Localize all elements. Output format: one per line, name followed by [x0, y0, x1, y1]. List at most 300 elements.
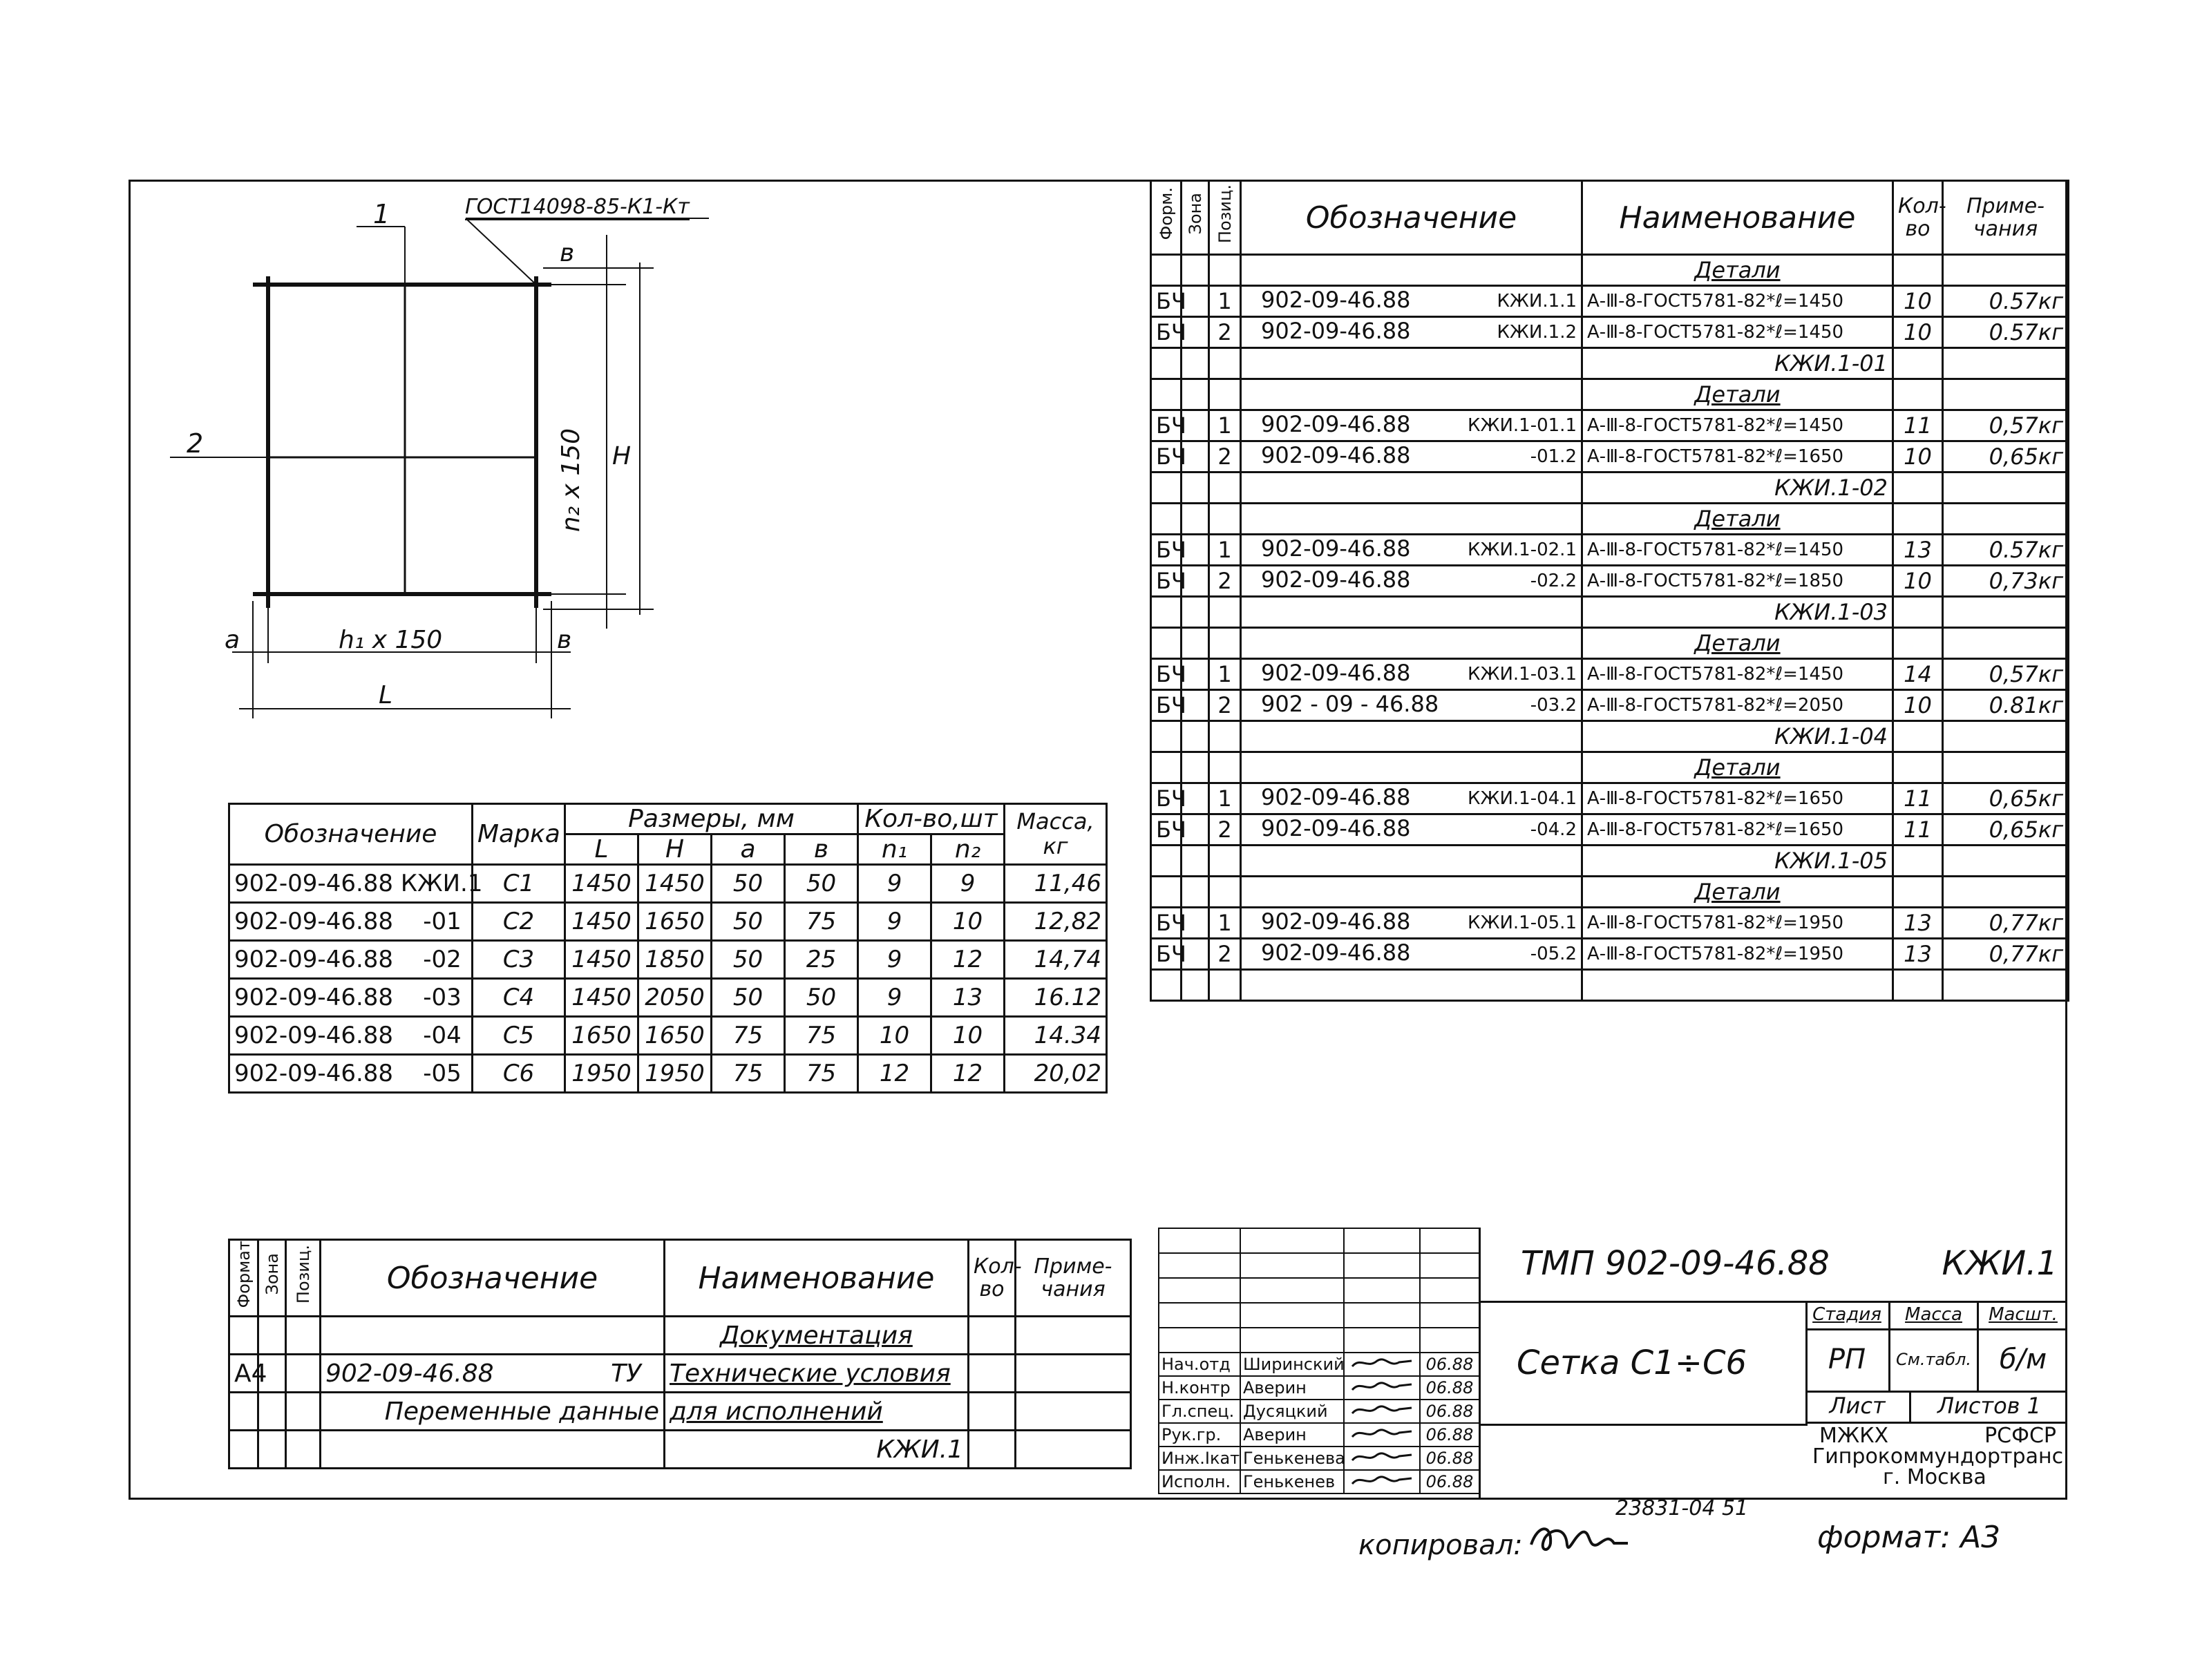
docs-header-format: Формат — [234, 1241, 254, 1308]
spec-designation — [1241, 317, 1582, 348]
spec-designation — [1241, 379, 1582, 410]
spec-section-title: Детали — [1582, 379, 1893, 410]
stamp-role: Инж.Iкат — [1159, 1447, 1240, 1470]
params-a: 75 — [712, 1017, 785, 1055]
spec-group-title: КЖИ.1-04 — [1582, 721, 1893, 752]
spec-designation-number: 902-09-46.88 — [1261, 784, 1411, 810]
spec-format — [1151, 752, 1182, 783]
spec-qty — [1893, 846, 1943, 877]
params-n2: 10 — [931, 903, 1005, 941]
spec-format — [1151, 628, 1182, 659]
scale-value: б/м — [1999, 1344, 2047, 1375]
spec-format: БЧ — [1151, 410, 1182, 441]
params-header-a: а — [712, 834, 785, 865]
signature-scribble — [1347, 1424, 1416, 1441]
stamp-role: Н.контр — [1159, 1376, 1240, 1400]
spec-designation-number: 902-09-46.88 — [1261, 660, 1411, 686]
spec-format — [1151, 379, 1182, 410]
spec-pos: 1 — [1209, 659, 1241, 690]
params-n2: 10 — [931, 1017, 1005, 1055]
params-row — [229, 1017, 1107, 1055]
spec-note — [1943, 348, 2069, 379]
spec-row — [1151, 690, 2069, 721]
spec-row — [1151, 410, 2069, 441]
spec-section-title: Детали — [1582, 255, 1893, 286]
spec-note — [1943, 597, 2069, 628]
params-designation: 902-09-46.88 -05 — [229, 1055, 473, 1093]
params-designation: 902-09-46.88 -04 — [229, 1017, 473, 1055]
spec-designation-number: 902-09-46.88 — [1261, 566, 1411, 593]
spec-format: БЧ — [1151, 908, 1182, 939]
spec-designation-code: -02.2 — [1530, 571, 1577, 591]
spec-note — [1943, 846, 2069, 877]
params-H: 1950 — [638, 1055, 712, 1093]
stamp-name: Ширинский — [1240, 1353, 1344, 1376]
spec-designation — [1241, 659, 1582, 690]
spec-pos — [1209, 348, 1241, 379]
doc-code-cell — [1481, 1228, 2067, 1303]
spec-name: А-Ⅲ-8-ГОСТ5781-82*ℓ=1850 — [1582, 566, 1893, 597]
params-header-H: H — [638, 834, 712, 865]
dim-a: а — [225, 626, 240, 654]
spec-empty-cell — [1943, 970, 2069, 1001]
sheet-label: Лист — [1805, 1391, 1911, 1422]
spec-note: 0,77кг — [1943, 908, 2069, 939]
params-designation: 902-09-46.88 -01 — [229, 903, 473, 941]
spec-pos — [1209, 504, 1241, 535]
dim-H: H — [612, 442, 632, 470]
signature-mark — [1344, 1470, 1420, 1493]
signature-mark — [1344, 1400, 1420, 1423]
params-row — [229, 979, 1107, 1017]
spec-designation — [1241, 752, 1582, 783]
spec-qty: 10 — [1893, 286, 1943, 317]
spec-format: БЧ — [1151, 939, 1182, 970]
spec-designation-code: КЖИ.1-05.1 — [1468, 913, 1577, 933]
stage-label: Стадия — [1805, 1301, 1890, 1328]
spec-designation — [1241, 628, 1582, 659]
format-label: формат: А3 — [1817, 1520, 2001, 1555]
spec-designation — [1241, 566, 1582, 597]
params-header-mark: Марка — [473, 804, 565, 865]
spec-note: 0,73кг — [1943, 566, 2069, 597]
spec-pos — [1209, 877, 1241, 908]
spec-designation-code: -04.2 — [1530, 819, 1577, 840]
org-institute: Гипрокоммундортранс — [1812, 1444, 2064, 1469]
params-b: 75 — [785, 1017, 858, 1055]
params-mark: С5 — [473, 1017, 565, 1055]
stamp-role: Исполн. — [1159, 1470, 1240, 1493]
spec-note — [1943, 472, 2069, 504]
spec-format — [1151, 597, 1182, 628]
stamp-empty-row — [1159, 1228, 1479, 1253]
parameters-table — [228, 803, 1108, 1094]
stamp-empty-cell — [1344, 1253, 1420, 1278]
params-H: 1450 — [638, 865, 712, 903]
spec-note — [1943, 752, 2069, 783]
stamp-name: Генькенева — [1240, 1447, 1344, 1470]
stamp-empty-row — [1159, 1328, 1479, 1353]
params-mark: С1 — [473, 865, 565, 903]
params-n1: 12 — [858, 1055, 931, 1093]
params-a: 50 — [712, 903, 785, 941]
spec-designation-number: 902-09-46.88 — [1261, 411, 1411, 437]
params-header-mass: Масса, кг — [1005, 804, 1107, 865]
spec-zone — [1182, 721, 1209, 752]
params-L: 1450 — [565, 941, 638, 979]
spec-header-zone: Зона — [1185, 193, 1205, 235]
docs-header-qty: Кол-во — [969, 1240, 1016, 1317]
spec-note — [1943, 628, 2069, 659]
spec-empty-cell — [1209, 970, 1241, 1001]
params-header-n2: n₂ — [931, 834, 1005, 865]
specification-table — [1150, 180, 2069, 1002]
stamp-person-row — [1159, 1423, 1479, 1447]
spec-qty — [1893, 348, 1943, 379]
spec-row — [1151, 379, 2069, 410]
spec-pos: 1 — [1209, 783, 1241, 814]
params-L: 1450 — [565, 865, 638, 903]
signature-scribble — [1347, 1448, 1416, 1464]
stamp-empty-row — [1159, 1278, 1479, 1303]
spec-row — [1151, 846, 2069, 877]
spec-row — [1151, 908, 2069, 939]
stamp-date: 06.88 — [1420, 1376, 1479, 1400]
spec-row — [1151, 721, 2069, 752]
spec-pos: 2 — [1209, 566, 1241, 597]
spec-name: А-Ⅲ-8-ГОСТ5781-82*ℓ=1950 — [1582, 908, 1893, 939]
spec-name: А-Ⅲ-8-ГОСТ5781-82*ℓ=1650 — [1582, 814, 1893, 846]
signature-scribble — [1347, 1401, 1416, 1418]
spec-designation-number: 902-09-46.88 — [1261, 318, 1411, 344]
spec-designation — [1241, 410, 1582, 441]
params-n1: 10 — [858, 1017, 931, 1055]
spec-format: БЧ — [1151, 566, 1182, 597]
spec-qty: 13 — [1893, 535, 1943, 566]
title-block — [1158, 1228, 2067, 1500]
params-a: 50 — [712, 865, 785, 903]
spec-group-title: КЖИ.1-01 — [1582, 348, 1893, 379]
spec-designation — [1241, 255, 1582, 286]
spec-designation — [1241, 504, 1582, 535]
spec-name: А-Ⅲ-8-ГОСТ5781-82*ℓ=1950 — [1582, 939, 1893, 970]
doc-code: ТМП 902-09-46.88 — [1521, 1244, 1830, 1283]
spec-designation — [1241, 939, 1582, 970]
spec-header-format: Форм. — [1156, 187, 1176, 240]
spec-group-title: КЖИ.1-03 — [1582, 597, 1893, 628]
spec-designation — [1241, 472, 1582, 504]
params-header-sizes: Размеры, мм — [565, 804, 858, 834]
gost-label: ГОСТ14098-85-К1-Кт — [465, 195, 690, 219]
spec-note: 0.81кг — [1943, 690, 2069, 721]
spec-designation-number: 902-09-46.88 — [1261, 939, 1411, 966]
spec-qty — [1893, 721, 1943, 752]
spec-pos — [1209, 846, 1241, 877]
params-b: 50 — [785, 865, 858, 903]
spec-note: 0,77кг — [1943, 939, 2069, 970]
spec-name: А-Ⅲ-8-ГОСТ5781-82*ℓ=1450 — [1582, 317, 1893, 348]
params-mass: 11,46 — [1005, 865, 1107, 903]
spec-note: 0,57кг — [1943, 659, 2069, 690]
stamp-date: 06.88 — [1420, 1423, 1479, 1447]
spec-note: 0,57кг — [1943, 410, 2069, 441]
stamp-empty-cell — [1240, 1253, 1344, 1278]
docs-row-variable — [229, 1393, 1131, 1431]
params-mass: 20,02 — [1005, 1055, 1107, 1093]
spec-row — [1151, 441, 2069, 472]
doc-suffix: КЖИ.1 — [1942, 1244, 2058, 1283]
dim-h1: h₁ x 150 — [339, 626, 443, 654]
spec-empty-cell — [1893, 970, 1943, 1001]
spec-pos — [1209, 379, 1241, 410]
spec-pos: 2 — [1209, 441, 1241, 472]
spec-designation-number: 902-09-46.88 — [1261, 442, 1411, 468]
spec-section-title: Детали — [1582, 752, 1893, 783]
stamp-empty-cell — [1420, 1303, 1479, 1328]
spec-pos — [1209, 628, 1241, 659]
title-cell — [1481, 1301, 1808, 1426]
spec-note — [1943, 877, 2069, 908]
spec-designation-number: 902-09-46.88 — [1261, 908, 1411, 935]
spec-qty — [1893, 628, 1943, 659]
spec-empty-cell — [1151, 970, 1182, 1001]
params-b: 50 — [785, 979, 858, 1017]
spec-format — [1151, 348, 1182, 379]
spec-row — [1151, 783, 2069, 814]
spec-format — [1151, 504, 1182, 535]
spec-qty: 10 — [1893, 317, 1943, 348]
spec-section-title: Детали — [1582, 877, 1893, 908]
params-mark: С6 — [473, 1055, 565, 1093]
stamp-name: Аверин — [1240, 1376, 1344, 1400]
signature-mark — [1344, 1447, 1420, 1470]
spec-header-pos: Позиц. — [1215, 184, 1235, 244]
spec-name: А-Ⅲ-8-ГОСТ5781-82*ℓ=1450 — [1582, 410, 1893, 441]
spec-designation-code: -05.2 — [1530, 944, 1577, 964]
spec-format: БЧ — [1151, 317, 1182, 348]
dim-bottom-b: в — [557, 626, 572, 654]
stamp-empty-row — [1159, 1253, 1479, 1278]
spec-row — [1151, 472, 2069, 504]
spec-name: А-Ⅲ-8-ГОСТ5781-82*ℓ=1650 — [1582, 783, 1893, 814]
params-mass: 16.12 — [1005, 979, 1107, 1017]
spec-note — [1943, 504, 2069, 535]
spec-zone — [1182, 379, 1209, 410]
spec-designation — [1241, 348, 1582, 379]
params-row — [229, 1055, 1107, 1093]
spec-qty: 14 — [1893, 659, 1943, 690]
drawing-title: Сетка С1÷С6 — [1517, 1344, 1747, 1382]
spec-empty-cell — [1582, 970, 1893, 1001]
spec-row — [1151, 317, 2069, 348]
spec-zone — [1182, 628, 1209, 659]
stamp-empty-cell — [1240, 1228, 1344, 1253]
spec-format — [1151, 846, 1182, 877]
spec-row — [1151, 348, 2069, 379]
org-ministry: МЖКХ — [1819, 1424, 1889, 1448]
signature-mark — [1344, 1353, 1420, 1376]
params-mass: 14,74 — [1005, 941, 1107, 979]
spec-pos: 2 — [1209, 814, 1241, 846]
spec-pos: 1 — [1209, 410, 1241, 441]
docs-variable-name: для исполнений — [665, 1393, 969, 1431]
spec-row — [1151, 255, 2069, 286]
spec-pos — [1209, 472, 1241, 504]
stamp-person-row — [1159, 1353, 1479, 1376]
spec-note — [1943, 379, 2069, 410]
spec-header-designation: Обозначение — [1241, 181, 1582, 255]
params-designation: 902-09-46.88 -03 — [229, 979, 473, 1017]
params-a: 50 — [712, 941, 785, 979]
spec-header-note: Приме-чания — [1943, 181, 2069, 255]
spec-name: А-Ⅲ-8-ГОСТ5781-82*ℓ=1650 — [1582, 441, 1893, 472]
spec-zone — [1182, 472, 1209, 504]
spec-qty: 13 — [1893, 908, 1943, 939]
spec-qty: 10 — [1893, 690, 1943, 721]
params-b: 75 — [785, 1055, 858, 1093]
docs-header-name: Наименование — [665, 1240, 969, 1317]
spec-name: А-Ⅲ-8-ГОСТ5781-82*ℓ=2050 — [1582, 690, 1893, 721]
params-header-L: L — [565, 834, 638, 865]
docs-variable-designation: Переменные данные — [321, 1393, 665, 1431]
stamp-name: Генькенев — [1240, 1470, 1344, 1493]
spec-qty — [1893, 597, 1943, 628]
spec-note: 0,65кг — [1943, 814, 2069, 846]
spec-note: 0.57кг — [1943, 317, 2069, 348]
params-n2: 12 — [931, 941, 1005, 979]
docs-header-zone: Зона — [262, 1253, 282, 1295]
params-designation: 902-09-46.88 КЖИ.1 — [229, 865, 473, 903]
spec-zone — [1182, 752, 1209, 783]
spec-qty: 10 — [1893, 441, 1943, 472]
stamp-empty-cell — [1159, 1228, 1240, 1253]
spec-designation-code: -03.2 — [1530, 695, 1577, 716]
spec-designation-code: КЖИ.1-02.1 — [1468, 540, 1577, 560]
spec-row — [1151, 286, 2069, 317]
spec-zone — [1182, 504, 1209, 535]
org-city: г. Москва — [1883, 1465, 1986, 1489]
stamp-person-row — [1159, 1447, 1479, 1470]
stamp-empty-cell — [1159, 1328, 1240, 1353]
params-mass: 14.34 — [1005, 1017, 1107, 1055]
spec-format: БЧ — [1151, 690, 1182, 721]
params-L: 1450 — [565, 979, 638, 1017]
spec-qty — [1893, 472, 1943, 504]
spec-row — [1151, 659, 2069, 690]
signature-scribble — [1347, 1471, 1416, 1488]
spec-designation-code: КЖИ.1.2 — [1497, 322, 1577, 343]
signature-table — [1158, 1228, 1480, 1494]
docs-section-title: Документация — [665, 1317, 969, 1355]
spec-zone — [1182, 846, 1209, 877]
spec-pos: 1 — [1209, 535, 1241, 566]
spec-row — [1151, 597, 2069, 628]
copied-label: копировал: — [1358, 1529, 1523, 1561]
spec-designation-number: 902 - 09 - 46.88 — [1261, 691, 1439, 717]
spec-pos: 2 — [1209, 939, 1241, 970]
spec-pos: 2 — [1209, 690, 1241, 721]
stamp-empty-cell — [1344, 1303, 1420, 1328]
org-republic: РСФСР — [1984, 1424, 2056, 1448]
spec-format — [1151, 721, 1182, 752]
stamp-role: Гл.спец. — [1159, 1400, 1240, 1423]
spec-name: А-Ⅲ-8-ГОСТ5781-82*ℓ=1450 — [1582, 286, 1893, 317]
signature-mark — [1344, 1423, 1420, 1447]
spec-designation-code: -01.2 — [1530, 446, 1577, 467]
params-mark: С4 — [473, 979, 565, 1017]
spec-designation — [1241, 814, 1582, 846]
spec-designation-number: 902-09-46.88 — [1261, 287, 1411, 313]
organization-block — [1805, 1422, 2067, 1500]
spec-format: БЧ — [1151, 814, 1182, 846]
stamp-role: Рук.гр. — [1159, 1423, 1240, 1447]
spec-format: БЧ — [1151, 783, 1182, 814]
params-n2: 9 — [931, 865, 1005, 903]
stamp-empty-cell — [1240, 1303, 1344, 1328]
spec-note — [1943, 721, 2069, 752]
stamp-empty-cell — [1159, 1253, 1240, 1278]
spec-zone — [1182, 255, 1209, 286]
spec-row — [1151, 814, 2069, 846]
spec-group-title: КЖИ.1-05 — [1582, 846, 1893, 877]
spec-empty-cell — [1182, 970, 1209, 1001]
params-header-counts: Кол-во,шт — [858, 804, 1005, 834]
params-mark: С3 — [473, 941, 565, 979]
params-row — [229, 941, 1107, 979]
spec-row — [1151, 877, 2069, 908]
stamp-empty-cell — [1240, 1328, 1344, 1353]
spec-pos: 2 — [1209, 317, 1241, 348]
spec-pos — [1209, 752, 1241, 783]
signature-scribble — [1347, 1377, 1416, 1394]
spec-empty-cell — [1241, 970, 1582, 1001]
spec-designation — [1241, 286, 1582, 317]
spec-qty — [1893, 877, 1943, 908]
params-designation: 902-09-46.88 -02 — [229, 941, 473, 979]
stamp-empty-cell — [1344, 1278, 1420, 1303]
copier-signature — [1524, 1517, 1649, 1565]
params-H: 1850 — [638, 941, 712, 979]
params-a: 75 — [712, 1055, 785, 1093]
spec-row — [1151, 939, 2069, 970]
spec-format — [1151, 472, 1182, 504]
spec-format — [1151, 877, 1182, 908]
params-row — [229, 903, 1107, 941]
spec-row — [1151, 628, 2069, 659]
spec-designation — [1241, 783, 1582, 814]
spec-note — [1943, 255, 2069, 286]
params-n2: 12 — [931, 1055, 1005, 1093]
spec-name: А-Ⅲ-8-ГОСТ5781-82*ℓ=1450 — [1582, 659, 1893, 690]
spec-designation-number: 902-09-46.88 — [1261, 535, 1411, 562]
spec-designation-code: КЖИ.1-01.1 — [1468, 415, 1577, 436]
spec-format: БЧ — [1151, 659, 1182, 690]
spec-designation-code: КЖИ.1-04.1 — [1468, 788, 1577, 809]
stamp-date: 06.88 — [1420, 1353, 1479, 1376]
spec-section-title: Детали — [1582, 628, 1893, 659]
docs-header-pos: Позиц. — [293, 1245, 313, 1304]
docs-variable-code: КЖИ.1 — [665, 1431, 969, 1469]
spec-format: БЧ — [1151, 535, 1182, 566]
stamp-person-row — [1159, 1470, 1479, 1493]
spec-qty: 11 — [1893, 783, 1943, 814]
dim-n2: n₂ x 150 — [557, 428, 585, 533]
spec-pos: 1 — [1209, 908, 1241, 939]
stamp-name: Дусяцкий — [1240, 1400, 1344, 1423]
signature-mark — [1344, 1376, 1420, 1400]
spec-designation — [1241, 535, 1582, 566]
spec-note: 0,65кг — [1943, 441, 2069, 472]
